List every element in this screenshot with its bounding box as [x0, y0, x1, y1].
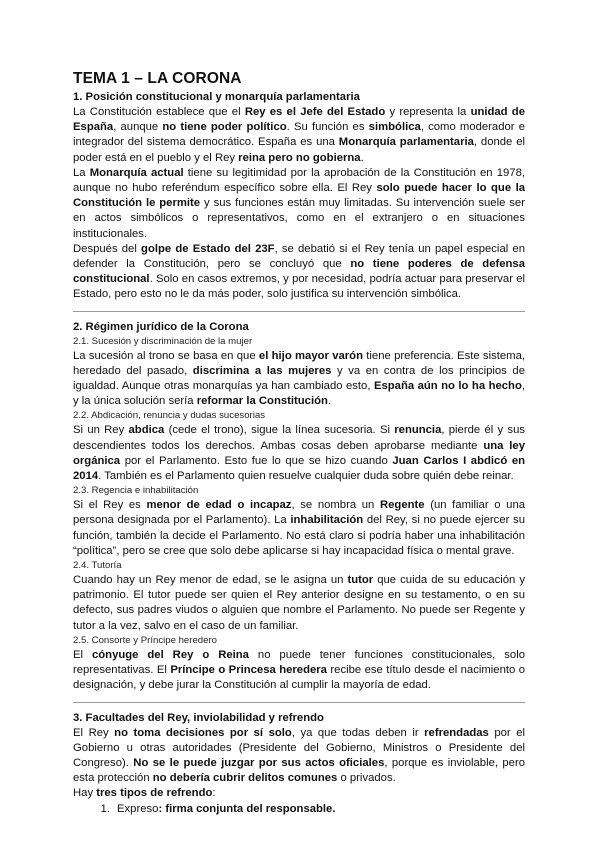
- body-text: tiene su legitimidad por la aprobación de la Constitución en 1978, aunque no hubo referéndum específico sobre ella. El Rey: [73, 166, 525, 195]
- section-1-paragraph-3: [73, 242, 525, 303]
- subsection-2-5-heading: 2.5. Consorte y Príncipe heredero: [73, 634, 217, 646]
- section-3: [73, 711, 525, 817]
- section-2-paragraph-5: [73, 648, 525, 694]
- body-text: , como moderador e integrador del sistema democrático. España es una: [73, 121, 526, 149]
- subsection-2-1-heading: 2.1. Sucesión y discriminación de la mujer: [73, 335, 253, 347]
- emphasis-text: tres tipos de refrendo: [96, 787, 213, 800]
- emphasis-text: menor de edad o incapaz: [146, 499, 292, 512]
- subsection-2-3-heading: 2.3. Regencia e inhabilitación: [73, 485, 199, 497]
- body-text: tiene preferencia. Este sistema, heredado del pasado,: [73, 349, 525, 377]
- body-text: o privados.: [337, 772, 396, 785]
- section-2-paragraph-4: [73, 573, 525, 634]
- section-2-paragraph-3: [73, 498, 525, 559]
- body-text: La Constitución establece que el: [73, 106, 245, 118]
- body-text: . Solo en casos extremos, y por necesidad, podría actuar para preservar el Estado, pero esto no le da más poder, solo justifica su intervención simbólica.: [73, 273, 525, 301]
- body-text: , pierde él y sus descendientes todos los derechos. Ambas cosas deben aprobarse mediante: [73, 424, 525, 452]
- body-text: no puede tener funciones constitucionales, solo representativas. El: [73, 648, 525, 677]
- emphasis-text: tutor: [347, 574, 374, 587]
- section-3-heading: 3. Facultades del Rey, inviolabilidad y refrendo: [73, 711, 324, 724]
- emphasis-text: abdica: [128, 424, 165, 437]
- section-1-paragraph-1: [73, 105, 525, 166]
- body-text: . También es el Parlamento quien resuelve cualquier duda sobre quién debe reinar.: [98, 470, 514, 483]
- body-text: Si el Rey es: [73, 499, 147, 512]
- emphasis-text: Monarquía parlamentaria: [338, 136, 474, 149]
- emphasis-text: no debería cubrir delitos comunes: [152, 772, 338, 785]
- section-1: [73, 90, 525, 303]
- body-text: . Su función es: [286, 121, 369, 134]
- body-text: recibe ese título desde el nacimiento o designación, y debe jurar la Constitución al cumplir la mayoría de edad.: [73, 664, 526, 692]
- section-2-heading: 2. Régimen jurídico de la Corona: [73, 320, 249, 333]
- body-text: que cuida de su educación y patrimonio. El tutor puede ser quien el Rey anterior designe en su testamento, o en su defecto, sus padres viudos o alguien que nombre el Parlamento. No puede ser Regente y tutor a la vez, salvo en el caso de un familiar.: [73, 574, 525, 632]
- list-item: [113, 802, 525, 817]
- divider: [73, 311, 525, 312]
- section-2-paragraph-2: [73, 423, 525, 484]
- section-2-paragraph-1: [73, 349, 525, 410]
- body-text: La: [73, 166, 90, 179]
- body-text: Expreso: [117, 802, 159, 815]
- body-text: por el Gobierno u otras autoridades (Presidente del Gobierno, Ministros o Presidente del Congreso).: [73, 726, 525, 769]
- body-text: .: [327, 395, 332, 408]
- body-text: (un familiar o una persona designada por el Parlamento). La: [73, 499, 526, 527]
- emphasis-text: cónyuge del Rey o Reina: [92, 648, 249, 661]
- emphasis-text: simbólica: [368, 121, 421, 134]
- document-title: TEMA 1 – LA CORONA: [73, 70, 242, 87]
- emphasis-text: golpe de Estado del 23F: [141, 242, 275, 255]
- body-text: Cuando hay un Rey menor de edad, se le asigna un: [73, 574, 348, 587]
- body-text: , se debatió si el Rey tenía un papel especial en defender la Constitución, pero se concluyó que: [73, 242, 525, 271]
- section-1-heading: 1. Posición constitucional y monarquía parlamentaria: [73, 91, 360, 103]
- emphasis-text: Rey es el Jefe del Estado: [244, 106, 386, 118]
- emphasis-text: Monarquía actual: [89, 166, 184, 179]
- emphasis-text: Regente: [379, 499, 425, 512]
- body-text: (cede el trono), sigue la línea sucesoria. Si: [164, 424, 395, 437]
- body-text: Después del: [73, 242, 142, 255]
- body-text: Hay: [73, 787, 97, 800]
- section-3-paragraph-1: [73, 726, 525, 787]
- body-text: , ya que todas deben ir: [291, 726, 425, 739]
- emphasis-text: No se le puede juzgar por sus actos oficiales: [133, 756, 385, 769]
- emphasis-text: renuncia: [394, 424, 442, 437]
- body-text: , se nombra un: [291, 499, 380, 512]
- emphasis-text: solo puede hacer lo que la Constitución le permite: [73, 182, 525, 210]
- body-text: :: [212, 787, 216, 800]
- body-text: La sucesión al trono se basa en que: [73, 349, 259, 362]
- emphasis-text: Príncipe o Princesa heredera: [170, 664, 327, 677]
- emphasis-text: no toma decisiones por sí solo: [114, 726, 292, 739]
- body-text: del Rey, si no puede ejercer su función, también la decide el Parlamento. No está claro si podría haber una inhabilitación “política”, pero se cree que solo debe aplicarse si hay incapacidad física o mental grave.: [73, 514, 525, 557]
- body-text: El Rey: [73, 726, 115, 739]
- body-text: y sus funciones están muy limitadas. Su intervención suele ser en actos simbólicos o representativos, como en el extranjero o en situaciones institucionales.: [73, 197, 525, 240]
- emphasis-text: Juan Carlos I abdicó en 2014: [73, 454, 525, 483]
- emphasis-text: : firma conjunta del responsable.: [158, 802, 336, 815]
- emphasis-text: no tiene poderes de defensa constitucional: [73, 258, 525, 286]
- emphasis-text: discrimina a las mujeres: [192, 364, 332, 377]
- body-text: por el Parlamento. Esto fue lo que se hizo cuando: [120, 454, 393, 467]
- section-1-paragraph-2: [73, 166, 525, 242]
- emphasis-text: inhabilitación: [290, 514, 364, 527]
- body-text: y va en contra de los principios de igualdad. Aunque otras monarquías ya han cambiado esto,: [73, 364, 525, 393]
- emphasis-text: una ley orgánica: [73, 439, 525, 467]
- emphasis-text: el hijo mayor varón: [258, 349, 363, 362]
- emphasis-text: España aún no lo ha hecho: [373, 380, 522, 393]
- emphasis-text: no tiene poder político: [162, 121, 287, 134]
- subsection-2-2-heading: 2.2. Abdicación, renuncia y dudas sucesorias: [73, 410, 265, 422]
- subsection-2-4-heading: 2.4. Tutoría: [73, 560, 122, 572]
- emphasis-text: reformar la Constitución: [196, 395, 328, 408]
- body-text: , porque es inviolable, pero esta protección: [73, 756, 526, 785]
- refrendo-types-list: [73, 802, 525, 817]
- emphasis-text: refrendadas: [424, 726, 489, 739]
- body-text: El: [73, 648, 92, 661]
- document-page: [73, 70, 525, 817]
- body-text: , donde el poder está en el pueblo y el Rey: [73, 136, 525, 164]
- body-text: , aunque: [113, 121, 163, 134]
- body-text: , y la única solución sería: [73, 380, 525, 408]
- body-text: .: [360, 151, 364, 164]
- divider: [73, 702, 525, 703]
- body-text: y representa la: [385, 106, 471, 118]
- section-2: [73, 320, 525, 694]
- emphasis-text: unidad de España: [73, 106, 525, 134]
- body-text: Si un Rey: [73, 424, 129, 437]
- section-3-paragraph-2: [73, 786, 525, 801]
- emphasis-text: reina pero no gobierna: [238, 151, 361, 164]
